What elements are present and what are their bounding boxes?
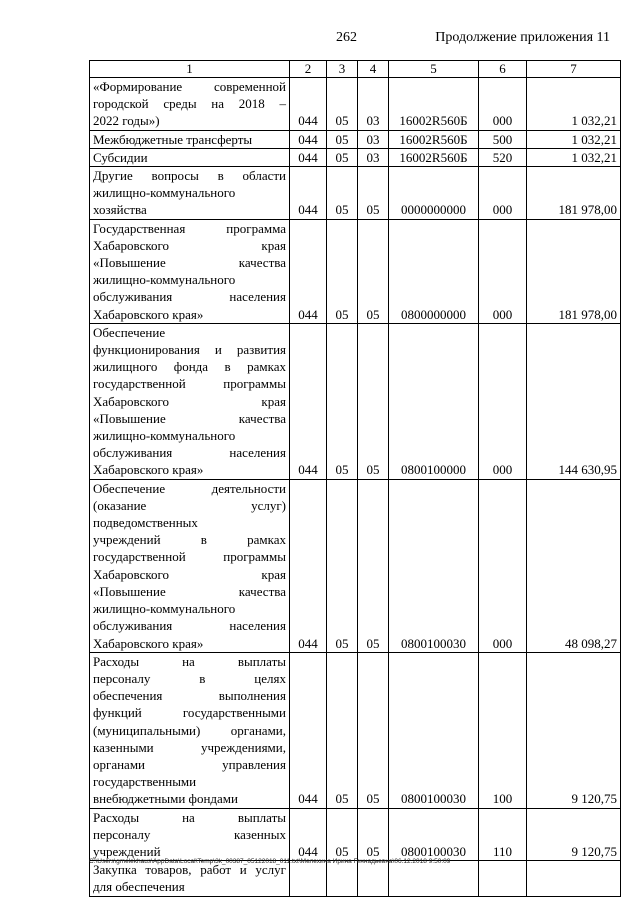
row-name-line: Государственная программа (93, 220, 286, 236)
row-name-line: 2022 годы») (93, 113, 160, 129)
row-name-line: хозяйства (93, 202, 147, 218)
page-number: 262 (336, 30, 357, 45)
row-name-line: персоналу казенных (93, 826, 286, 842)
subsection-code-cell: 03 (358, 130, 389, 148)
subsection-code-cell: 05 (358, 167, 389, 220)
table-header-row (90, 61, 621, 78)
table-row (90, 219, 621, 323)
row-name-line: подведомственных (93, 515, 198, 531)
row-name-line: жилищного фонда в рамках (93, 359, 286, 375)
row-name-line: жилищно-коммунального (93, 185, 236, 201)
ministry-code-cell: 044 (290, 130, 327, 148)
target-article-cell: 0800100030 (389, 479, 479, 652)
subsection-code-cell: 05 (358, 219, 389, 323)
row-name-line: казенными учреждениями, (93, 739, 286, 755)
table-row (90, 652, 621, 808)
row-name-line: обслуживания населения (93, 618, 286, 634)
table-row (90, 148, 621, 166)
row-name-line: «Повышение качества (93, 583, 286, 599)
target-article-cell: 0800100000 (389, 323, 479, 479)
ministry-code-cell: 044 (290, 479, 327, 652)
section-code-cell: 05 (327, 479, 358, 652)
row-name-line: обеспечения выполнения (93, 688, 286, 704)
row-name-cell (90, 130, 290, 148)
expense-type-cell: 000 (479, 479, 527, 652)
column-header: 1 (90, 61, 290, 78)
column-header: 6 (479, 61, 527, 78)
column-header: 3 (327, 61, 358, 78)
expense-type-cell: 500 (479, 130, 527, 148)
row-name-line: Хабаровского края (93, 393, 286, 409)
amount-cell: 1 032,21 (527, 78, 621, 131)
section-code-cell: 05 (327, 78, 358, 131)
row-name-line: «Формирование современной (93, 79, 286, 94)
subsection-code-cell: 03 (358, 78, 389, 131)
expense-type-cell: 000 (479, 78, 527, 131)
table-row (90, 130, 621, 148)
ministry-code-cell: 044 (290, 808, 327, 861)
subsection-code-cell: 03 (358, 148, 389, 166)
expense-type-cell (479, 861, 527, 896)
document-footer-path: C:\Users\gmelekhaus\AppData\Local\Temp\3k_00387_05122018_011.txt\Мелехина Ирина Геннадьевна\06.12.2018 9:50:09 (89, 858, 451, 865)
amount-cell: 9 120,75 (527, 652, 621, 808)
expense-type-cell: 000 (479, 219, 527, 323)
expense-type-cell: 100 (479, 652, 527, 808)
row-name-line: жилищно-коммунального (93, 601, 236, 617)
subsection-code-cell: 05 (358, 479, 389, 652)
column-header: 5 (389, 61, 479, 78)
row-name-line: городской среды на 2018 – (93, 96, 286, 112)
row-name-cell (90, 479, 290, 652)
ministry-code-cell: 044 (290, 167, 327, 220)
section-code-cell: 05 (327, 652, 358, 808)
row-name-line: учреждений в рамках (93, 532, 286, 548)
row-name-line: жилищно-коммунального (93, 428, 236, 444)
expense-type-cell: 000 (479, 323, 527, 479)
row-name-line: обслуживания населения (93, 445, 286, 461)
subsection-code-cell (358, 861, 389, 896)
row-name-cell (90, 808, 290, 861)
row-name-line: Закупка товаров, работ и услуг (93, 862, 286, 878)
row-name-line: Другие вопросы в области (93, 168, 286, 184)
row-name-line: Хабаровского края» (93, 306, 204, 322)
target-article-cell: 0000000000 (389, 167, 479, 220)
row-name-cell (90, 861, 290, 896)
target-article-cell (389, 861, 479, 896)
ministry-code-cell: 044 (290, 148, 327, 166)
row-name-line: Расходы на выплаты (93, 653, 286, 669)
column-header: 4 (358, 61, 389, 78)
section-code-cell: 05 (327, 808, 358, 861)
row-name-line: обслуживания населения (93, 289, 286, 305)
row-name-line: органами управления (93, 756, 286, 772)
amount-cell: 48 098,27 (527, 479, 621, 652)
subsection-code-cell: 05 (358, 808, 389, 861)
row-name-line: для обеспечения (93, 879, 185, 895)
row-name-line: функций государственными (93, 705, 286, 721)
row-name-line: Хабаровского края (93, 566, 286, 582)
column-header: 7 (527, 61, 621, 78)
row-name-cell (90, 219, 290, 323)
amount-cell: 1 032,21 (527, 130, 621, 148)
row-name-line: Хабаровского края» (93, 635, 204, 651)
row-name-cell (90, 323, 290, 479)
ministry-code-cell: 044 (290, 219, 327, 323)
section-code-cell: 05 (327, 323, 358, 479)
row-name-line: Хабаровского края (93, 237, 286, 253)
row-name-cell (90, 78, 290, 131)
ministry-code-cell: 044 (290, 78, 327, 131)
row-name-line: Субсидии (93, 149, 148, 165)
row-name-line: (оказание услуг) (93, 497, 286, 513)
row-name-line: внебюджетными фондами (93, 791, 238, 807)
amount-cell (527, 861, 621, 896)
row-name-line: персоналу в целях (93, 670, 286, 686)
section-code-cell: 05 (327, 148, 358, 166)
subsection-code-cell: 05 (358, 323, 389, 479)
amount-cell: 144 630,95 (527, 323, 621, 479)
section-code-cell: 05 (327, 167, 358, 220)
table-row (90, 479, 621, 652)
amount-cell: 9 120,75 (527, 808, 621, 861)
subsection-code-cell: 05 (358, 652, 389, 808)
row-name-line: Межбюджетные трансферты (93, 131, 253, 147)
target-article-cell: 0800100030 (389, 808, 479, 861)
amount-cell: 181 978,00 (527, 167, 621, 220)
row-name-line: жилищно-коммунального (93, 272, 236, 288)
column-header: 2 (290, 61, 327, 78)
expense-type-cell: 110 (479, 808, 527, 861)
row-name-line: Обеспечение деятельности (93, 480, 286, 496)
table-row (90, 167, 621, 220)
target-article-cell: 16002R560Б (389, 148, 479, 166)
row-name-line: государственной программы (93, 376, 286, 392)
table-row (90, 78, 621, 131)
section-code-cell: 05 (327, 130, 358, 148)
row-name-cell (90, 167, 290, 220)
target-article-cell: 0800000000 (389, 219, 479, 323)
appendix-continuation-label: Продолжение приложения 11 (435, 30, 610, 45)
row-name-cell (90, 652, 290, 808)
table-row (90, 808, 621, 861)
row-name-line: «Повышение качества (93, 255, 286, 271)
target-article-cell: 16002R560Б (389, 78, 479, 131)
target-article-cell: 0800100030 (389, 652, 479, 808)
ministry-code-cell (290, 861, 327, 896)
target-article-cell: 16002R560Б (389, 130, 479, 148)
table-row (90, 861, 621, 896)
row-name-line: государственной программы (93, 549, 286, 565)
section-code-cell (327, 861, 358, 896)
expense-type-cell: 520 (479, 148, 527, 166)
row-name-line: «Повышение качества (93, 410, 286, 426)
row-name-line: Хабаровского края» (93, 462, 204, 478)
amount-cell: 1 032,21 (527, 148, 621, 166)
ministry-code-cell: 044 (290, 323, 327, 479)
row-name-line: учреждений (93, 843, 161, 859)
row-name-cell (90, 148, 290, 166)
row-name-line: Обеспечение (93, 324, 166, 340)
ministry-code-cell: 044 (290, 652, 327, 808)
row-name-line: государственными (93, 774, 197, 790)
amount-cell: 181 978,00 (527, 219, 621, 323)
row-name-line: Расходы на выплаты (93, 809, 286, 825)
row-name-line: функционирования и развития (93, 342, 286, 358)
section-code-cell: 05 (327, 219, 358, 323)
expense-type-cell: 000 (479, 167, 527, 220)
table-row (90, 323, 621, 479)
budget-table (89, 60, 621, 897)
row-name-line: (муниципальными) органами, (93, 722, 286, 738)
